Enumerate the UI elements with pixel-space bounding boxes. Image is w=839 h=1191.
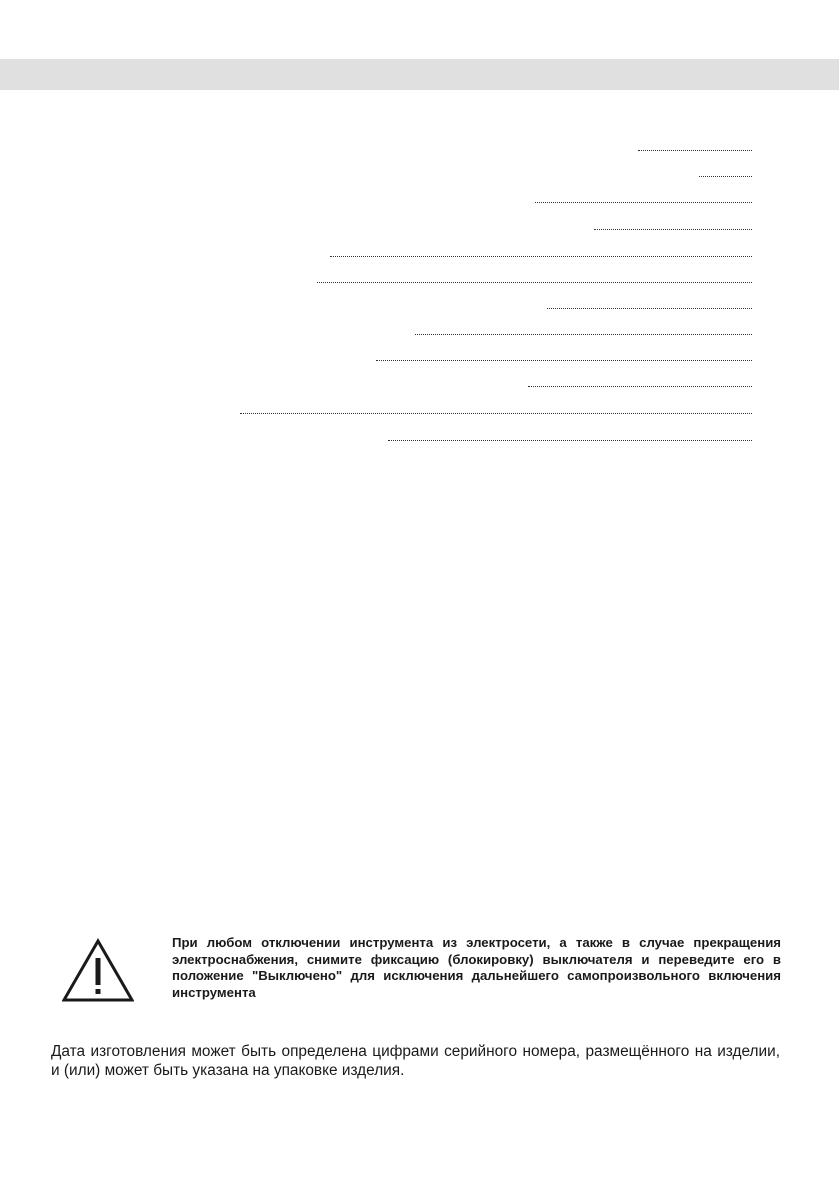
toc-leader	[317, 282, 752, 283]
toc-leader	[547, 308, 752, 309]
toc-leader	[240, 413, 752, 414]
toc-leader	[388, 440, 752, 441]
toc-leader	[528, 386, 752, 387]
warning-block	[62, 935, 782, 1005]
warning-text: При любом отключении инструмента из электросети, а также в случае прекращения электроснабжения, снимите фиксацию (блокировку) выключателя и переведите его в положение "Выключено" для исключения дальнейшего самопроизвольного включения инструмента	[172, 935, 781, 1000]
toc-leader	[330, 256, 752, 257]
toc-leader	[415, 334, 752, 335]
manufacture-date-note: Дата изготовления может быть определена цифрами серийного номера, размещённого на изделии, и (или) может быть указана на упаковке изделия.	[51, 1043, 780, 1079]
table-of-contents	[0, 0, 839, 460]
toc-leader	[535, 202, 752, 203]
toc-leader	[594, 229, 752, 230]
warning-triangle-icon	[62, 938, 134, 1002]
toc-leader	[376, 360, 752, 361]
toc-leader	[638, 150, 752, 151]
toc-leader	[699, 176, 752, 177]
